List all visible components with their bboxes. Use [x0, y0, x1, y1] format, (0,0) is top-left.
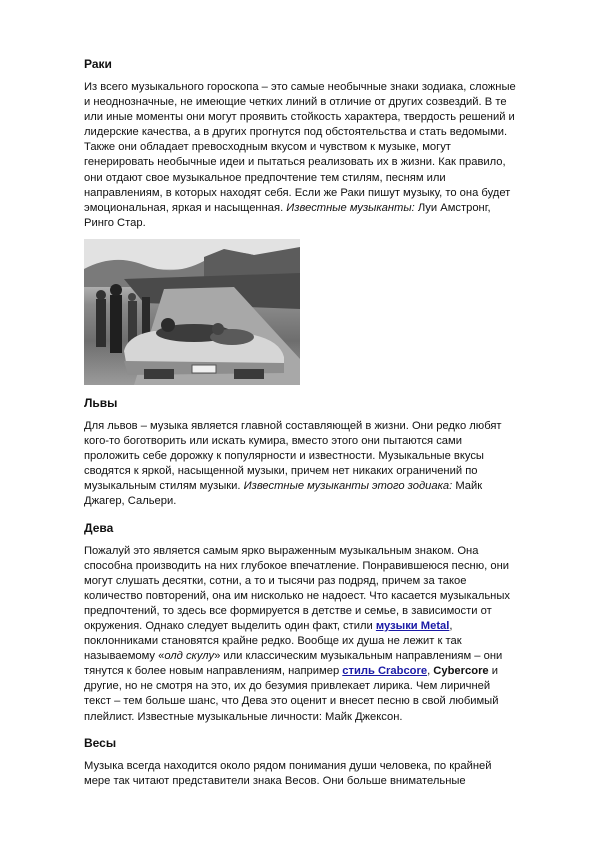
text-run: ,: [427, 665, 434, 678]
heading-lvy: Львы: [84, 395, 118, 410]
text-run: Майк Джагер, Сальери.: [84, 480, 483, 508]
inline-link[interactable]: стиль Crabcore: [342, 665, 428, 678]
inline-link[interactable]: музыки Metal: [375, 619, 450, 632]
text-run: Луи Амстронг, Ринго Стар.: [84, 201, 491, 229]
text-run: Для львов – музыка является главной составляющей в жизни. Они редко любят кого-то боготворить или искать кумира, вместо этого они пытаются сами проложить себе дорожку к популярности и известности. Музыкальные вкусы сводятся к яркой, насыщенной музыки, причем нет никаких ограничений по музыкальным стилям музыки.: [84, 419, 502, 493]
paragraph-raki: [84, 80, 516, 231]
paragraph-lvy: [84, 419, 516, 510]
text-run: Пожалуй это является самым ярко выраженным музыкальным знаком. Она способна производить на них глубокое впечатление. Понравившеюся песню, они могут слушать десятки, сотни, а то и тысячи раз подряд, причем за такое количество повторений, она им нисколько не надоест. Что касается музыкальных предпочтений, то здесь все формируется в детстве и семье, в зависимости от окружения. Однако следует выделить один факт, стили: [84, 544, 510, 632]
text-run: Музыка всегда находится около рядом понимания души человека, по крайней мере так читают представители знака Весов. Они больше внимательные: [84, 759, 492, 787]
text-run: и другие, но не смотря на это, их до безумия привлекает лирика. Чем лиричней текст – тем больше шанс, что Дева это оценит и внесет песню в свой любимый плейлист. Известные музыкальные личности: Майк Джексон.: [84, 665, 499, 723]
text-run: , поклонниками становятся крайне редко. Вообще их душа не лежит к так называемому «: [84, 619, 462, 663]
paragraph-deva: [84, 544, 516, 725]
italic-run: Известные музыканты этого зодиака:: [243, 480, 453, 493]
text-run: » или классическим музыкальным направлениям – они тянутся к более новым направлениям, например: [84, 650, 503, 678]
italic-run: Известные музыканты:: [286, 201, 415, 214]
italic-run: олд скулу: [164, 650, 215, 663]
bold-run: Cybercore: [433, 665, 489, 678]
heading-vesy: Весы: [84, 735, 117, 750]
heading-raki: Раки: [84, 57, 112, 71]
photo-woodstock-road: [84, 239, 300, 385]
heading-deva: Дева: [84, 520, 114, 535]
document-page: [84, 52, 516, 789]
paragraph-vesy: [84, 759, 516, 789]
text-run: Из всего музыкального гороскопа – это самые необычные знаки зодиака, сложные и неоднозначные, не имеющие четких линий в отличие от других созвездий. В те или иные моменты они могут проявить стойкость характера, твердость решений и лидерские качества, а в других прогнутся под обстоятельства и стать ведомыми. Также они обладает превосходным вкусом и чувством к музыке, могут генерировать необычные идеи и пытаться реализовать их в жизни. Как правило, они отдают свое музыкальное предпочтение тем стилям, песням или направлениям, в которых находят себя. Если же Раки пишут музыку, то она будет эмоциональная, яркая и насыщенная.: [84, 81, 516, 214]
